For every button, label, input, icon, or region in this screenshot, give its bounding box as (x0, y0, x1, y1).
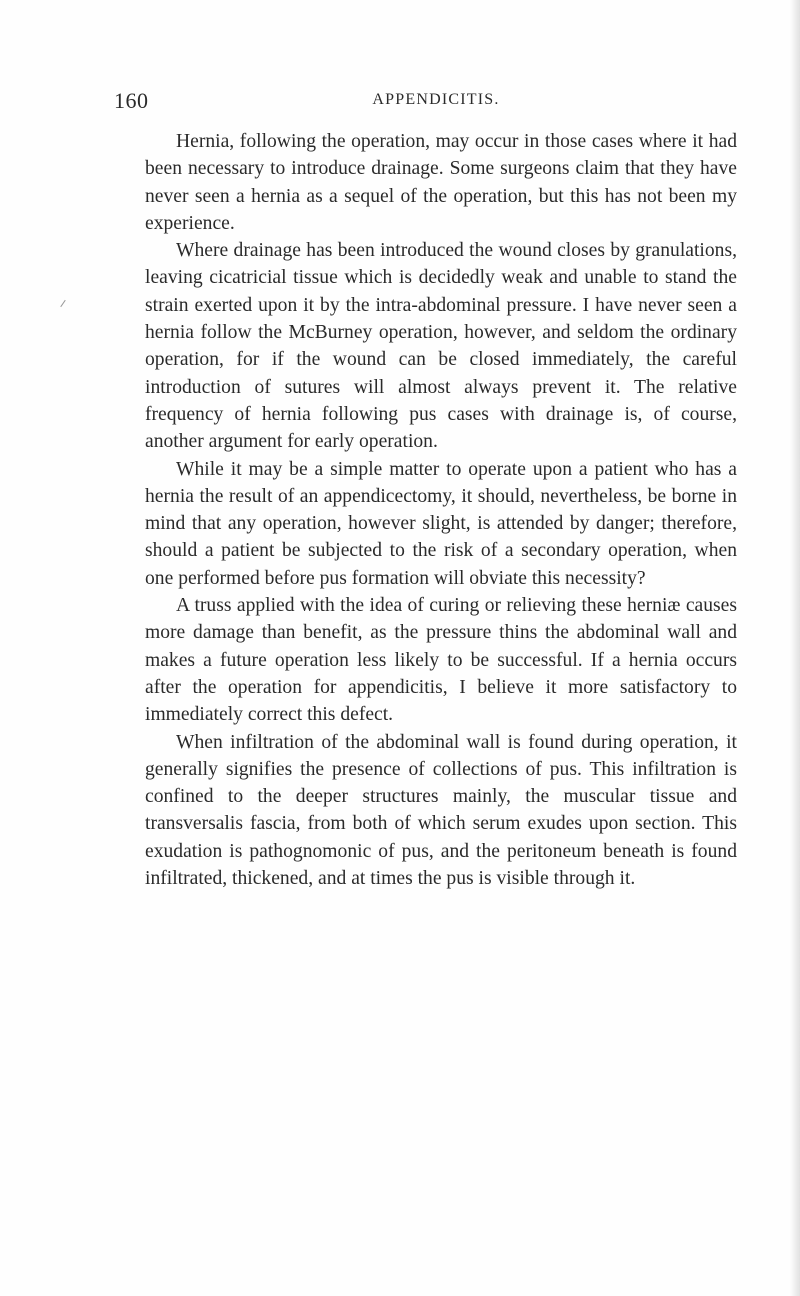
page-number: 160 (114, 88, 149, 113)
running-title: APPENDICITIS. (372, 91, 500, 108)
running-head (114, 88, 738, 116)
page-edge-shadow (790, 0, 800, 1296)
paragraph-1: Hernia, following the operation, may occur in those cases where it had been necessary to introduce drainage. Some surgeons claim that they have never seen a hernia as a sequel of the operation, but this has not been my experience. (145, 131, 737, 234)
margin-pencil-mark (60, 300, 65, 307)
body-text (145, 128, 737, 892)
paragraph-4: A truss applied with the idea of curing or relieving these herniæ causes more damage than benefit, as the pressure thins the abdominal wall and makes a future operation less likely to be successful. If a hernia occurs after the operation for appendicitis, I believe it more satisfactory to immediately correct this defect. (145, 595, 737, 726)
paragraph-5: When infiltration of the abdominal wall is found during operation, it generally signifies the presence of collections of pus. This infiltration is confined to the deeper structures mainly, the muscular tissue and transversalis fascia, from both of which serum exudes upon section. This exudation is pathognomonic of pus, and the peritoneum beneath is found infiltrated, thickened, and at times the pus is visible through it. (145, 731, 737, 890)
paragraph-2: Where drainage has been introduced the wound closes by granulations, leaving cicatricial tissue which is decidedly weak and unable to stand the strain exerted upon it by the intra-abdominal pressure. I have never seen a hernia follow the McBurney operation, however, and seldom the ordinary operation, for if the wound can be closed immediately, the careful introduction of sutures will almost always prevent it. The relative frequency of hernia following pus cases with drainage is, of course, another argument for early operation. (145, 240, 737, 453)
paragraph-3: While it may be a simple matter to operate upon a patient who has a hernia the result of an appendicectomy, it should, nevertheless, be borne in mind that any operation, however slight, is attended by danger; therefore, should a patient be subjected to the risk of a secondary operation, when one performed before pus formation will obviate this necessity? (145, 458, 737, 589)
